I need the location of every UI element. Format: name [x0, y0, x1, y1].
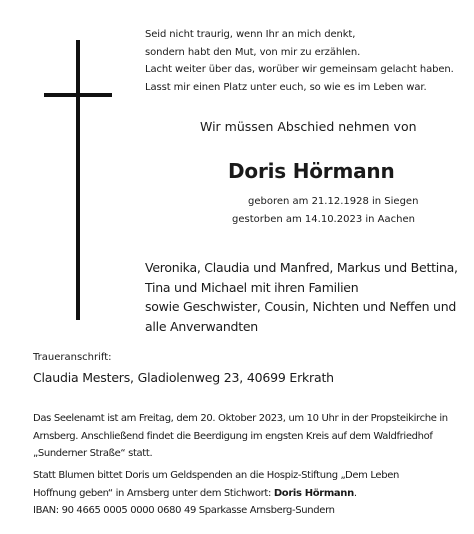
poem: [145, 26, 454, 96]
donation-keyword: Doris Hörmann: [273, 487, 354, 499]
poem-line: Lasst mir einen Platz unter euch, so wie es im Leben war.: [145, 81, 427, 93]
life-dates: [232, 193, 419, 229]
donation-text-end: .: [353, 487, 357, 499]
death-date: gestorben am 14.10.2023 in Aachen: [232, 214, 415, 225]
donation-line: [33, 485, 399, 503]
mourners-line: alle Anverwandten: [145, 318, 258, 334]
mourners-list: [145, 258, 458, 336]
funeral-line: Arnsberg. Anschließend findet die Beerdigung im engsten Kreis auf dem Waldfriedhof: [33, 430, 433, 442]
funeral-line: „Sunderner Straße“ statt.: [33, 448, 153, 459]
mourners-line: sowie Geschwister, Cousin, Nichten und Neffen und: [145, 299, 457, 314]
mourning-address: Claudia Mesters, Gladiolenweg 23, 40699 Erkrath: [33, 370, 334, 385]
cross-vertical-bar: [76, 40, 80, 320]
poem-line: sondern habt den Mut, von mir zu erzählen.: [145, 46, 361, 58]
mourning-address-label: Traueranschrift:: [33, 352, 112, 363]
iban-line: IBAN: 90 4665 0005 0000 0680 49 Sparkasse Arnsberg-Sundern: [33, 505, 335, 516]
poem-line: Seid nicht traurig, wenn Ihr an mich denkt,: [145, 29, 356, 40]
deceased-name: Doris Hörmann: [228, 159, 395, 183]
funeral-line: Das Seelenamt ist am Freitag, dem 20. Oktober 2023, um 10 Uhr in der Propsteikirche in: [33, 413, 448, 424]
donation-line: Statt Blumen bittet Doris um Geldspenden an die Hospiz-Stiftung „Dem Leben: [33, 470, 400, 481]
funeral-details: [33, 410, 448, 463]
cross-horizontal-bar: [44, 93, 112, 97]
farewell-intro: Wir müssen Abschied nehmen von: [200, 119, 417, 134]
donation-request: [33, 467, 399, 520]
mourners-line: Tina und Michael mit ihren Familien: [145, 279, 359, 295]
birth-date: geboren am 21.12.1928 in Siegen: [248, 196, 419, 207]
mourners-line: Veronika, Claudia und Manfred, Markus und Bettina,: [145, 260, 458, 275]
poem-line: Lacht weiter über das, worüber wir gemeinsam gelacht haben.: [145, 64, 454, 75]
donation-text: Hoffnung geben“ in Arnsberg unter dem Stichwort:: [33, 487, 274, 499]
